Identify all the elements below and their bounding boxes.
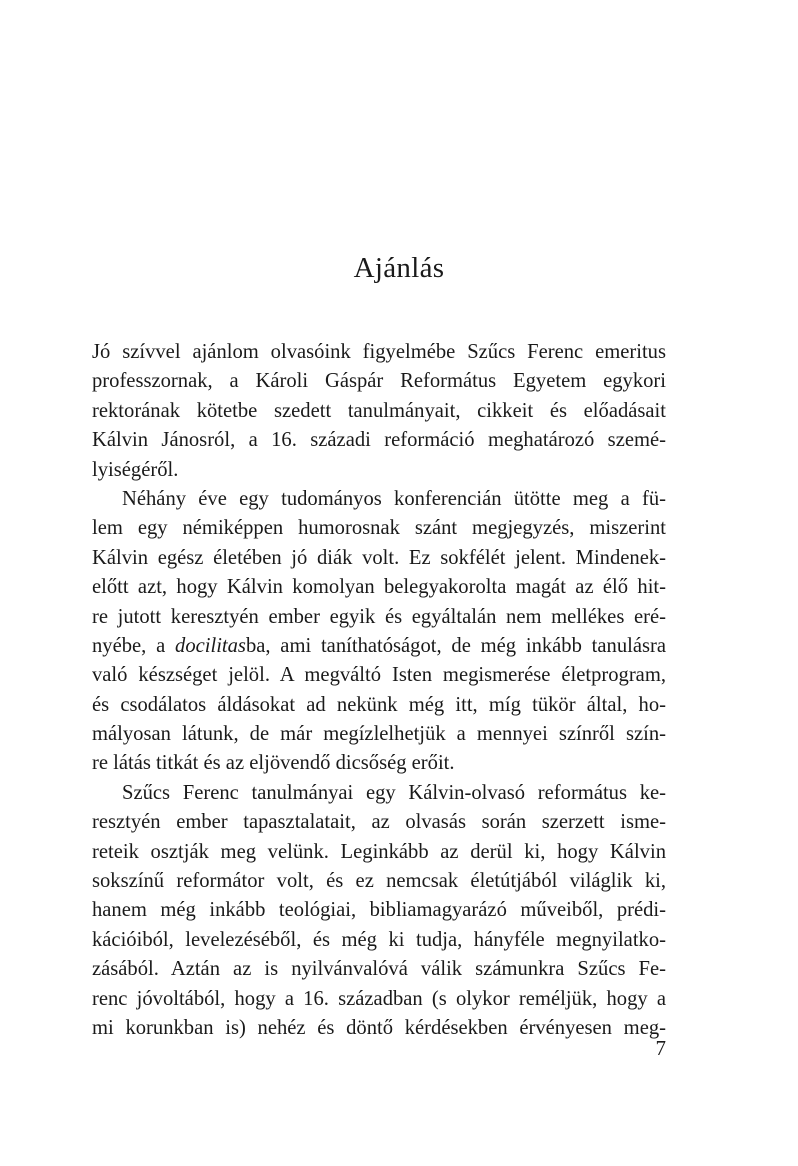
text-line: Jó szívvel ajánlom olvasóink figyelmébe Szűcs Ferenc emeritus bbox=[92, 341, 666, 363]
text-line: professzornak, a Károli Gáspár Református Egyetem egykori bbox=[92, 370, 666, 393]
text-line: re látás titkát és az eljövendő dicsőség erőit. bbox=[92, 752, 455, 775]
text-line: renc jóvoltából, hogy a 16. században (s olykor reméljük, hogy a bbox=[92, 987, 666, 1010]
text-line: rektorának kötetbe szedett tanulmányait, cikkeit és előadásait bbox=[92, 399, 666, 422]
text-line: Kálvin egész életében jó diák volt. Ez sokfélét jelent. Mindenek- bbox=[92, 546, 666, 569]
text-line: és csodálatos áldásokat ad nekünk még itt, míg tükör által, ho- bbox=[92, 693, 666, 716]
text-line: zásából. Aztán az is nyilvánvalóvá válik számunkra Szűcs Fe- bbox=[92, 958, 666, 981]
page-number: 7 bbox=[655, 1036, 666, 1060]
text-line: előtt azt, hogy Kálvin komolyan belegyakorolta magát az élő hit- bbox=[92, 576, 666, 599]
italic-term: docilitas bbox=[175, 634, 246, 657]
page-title: Ajánlás bbox=[353, 252, 445, 284]
text-line: lem egy némiképpen humorosnak szánt megjegyzés, miszerint bbox=[92, 517, 666, 540]
text-line: hanem még inkább teológiai, bibliamagyarázó műveiből, prédi- bbox=[92, 899, 666, 922]
text-line-with-italic bbox=[92, 632, 666, 661]
text-segment: nyébe, a bbox=[92, 634, 176, 657]
text-line: mi korunkban is) nehéz és döntő kérdésekben érvényesen meg- bbox=[92, 1016, 666, 1039]
text-line: re jutott keresztyén ember egyik és egyáltalán nem mellékes eré- bbox=[92, 605, 666, 628]
text-line: mályosan látunk, de már megízlelhetjük a mennyei színről szín- bbox=[92, 723, 666, 746]
text-line: kációiból, levelezéséből, és még ki tudja, hányféle megnyilatko- bbox=[92, 928, 666, 951]
text-line: resztyén ember tapasztalatait, az olvasás során szerzett isme- bbox=[92, 811, 666, 834]
text-line: Szűcs Ferenc tanulmányai egy Kálvin-olvasó református ke- bbox=[122, 781, 666, 804]
text-line: Néhány éve egy tudományos konferencián ütötte meg a fü- bbox=[122, 487, 666, 510]
text-line: Kálvin Jánosról, a 16. századi reformáció meghatározó szemé- bbox=[92, 429, 666, 452]
text-line: sokszínű reformátor volt, és ez nemcsak életútjából világlik ki, bbox=[92, 870, 666, 893]
text-segment: ba, ami taníthatóságot, de még inkább tanulásra bbox=[245, 634, 666, 657]
text-line: való készséget jelöl. A megváltó Isten megismerése életprogram, bbox=[92, 664, 666, 687]
text-line: reteik osztják meg velünk. Leginkább az derül ki, hogy Kálvin bbox=[92, 840, 666, 863]
text-line: lyiségéről. bbox=[92, 458, 179, 481]
body-text bbox=[92, 338, 666, 1043]
